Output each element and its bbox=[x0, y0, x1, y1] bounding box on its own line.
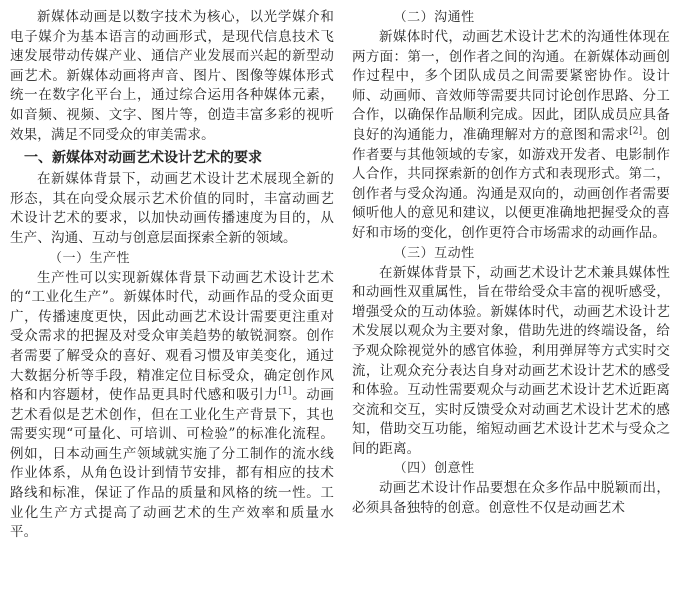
section-heading: 一、新媒体对动画艺术设计艺术的要求 bbox=[24, 150, 262, 167]
citation-2: [2] bbox=[629, 126, 643, 137]
citation-1: [1] bbox=[278, 386, 292, 397]
production-text-b: 。动画艺术看似是艺术创作，但在工业化生产背景下，其也需要实现“可量化、可培训、可检验”的标准化流程。例如，日本动画生产领域就实施了分工制作的流水线作业体系，从角色设计到情节安排，都有相应的技术路线和标准，保证了作品的质量和风格的统一性。工业化生产方式提高了动画艺术的生产效率和质量水平。 bbox=[10, 387, 334, 541]
subheading-communication: （二）沟通性 bbox=[393, 10, 475, 25]
interaction-paragraph: 在新媒体背景下，动画艺术设计艺术兼具媒体性和动画性双重属性，旨在带给受众丰富的视听感受，增强受众的互动体验。新媒体时代，动画艺术设计艺术发展以观众为主要对象，借助先进的终端设备，给予观众除视觉外的感官体验，利用弹屏等方式实时交流，让观众充分表达自身对动画艺术设计艺术的感受和体验。互动性需要观众与动画艺术设计艺术近距离交流和交互，实时反馈受众对动画艺术设计艺术的感知，借助交互功能，缩短动画艺术设计艺术与受众之间的距离。 bbox=[352, 264, 670, 457]
subheading-creativity: （四）创意性 bbox=[393, 461, 475, 477]
right-column bbox=[352, 8, 670, 519]
subheading-interaction: （三）互动性 bbox=[393, 245, 475, 261]
subheading-production: （一）生产性 bbox=[49, 250, 131, 266]
left-column bbox=[10, 8, 334, 543]
creativity-paragraph: 动画艺术设计作品要想在众多作品中脱颖而出，必须具备独特的创意。创意性不仅是动画艺术 bbox=[352, 480, 670, 517]
production-paragraph bbox=[10, 269, 334, 543]
communication-text-b: 。创作者要与其他领域的专家，如游戏开发者、电影制作人合作，共同探索新的创作方式和表现形式。第二，创作者与受众沟通。沟通是双向的，动画创作者需要倾听他人的意见和建议，以便更准确地把握受众的喜好和市场的变化，创作更符合市场需求的动画作品。 bbox=[352, 126, 670, 241]
section-paragraph: 在新媒体背景下，动画艺术设计艺术展现全新的形态，其在向受众展示艺术价值的同时，丰富动画艺术设计艺术的要求，以加快动画传播速度为目的，从生产、沟通、互动与创意层面探索全新的领域。 bbox=[10, 171, 334, 246]
communication-text-a: 新媒体时代，动画艺术设计艺术的沟通性体现在两方面：第一，创作者之间的沟通。在新媒体动画创作过程中，多个团队成员之间需要紧密协作。设计师、动画师、音效师等需要共同讨论创作思路、分工合作，以确保作品顺利完成。因此，团队成员应具备良好的沟通能力，准确理解对方的意图和需求 bbox=[352, 29, 670, 143]
production-text-a: 生产性可以实现新媒体背景下动画艺术设计艺术的“工业化生产”。新媒体时代，动画作品的受众面更广，传播速度更快，因此动画艺术设计需要更注重对受众需求的把握及对受众审美趋势的敏锐洞察。创作者需要了解受众的喜好、观看习惯及审美变化，通过大数据分析等手段，精准定位目标受众，确定创作风格和内容题材，使作品更具时代感和吸引力 bbox=[10, 269, 334, 404]
intro-paragraph: 新媒体动画是以数字技术为核心，以光学媒介和电子媒介为基本语言的动画形式，是现代信息技术飞速发展带动传媒产业、通信产业发展而兴起的新型动画艺术。新媒体动画将声音、图片、图像等媒体形式统一在数字化平台上，通过综合运用各种媒体元素，如音频、视频、文字、图片等，创造丰富多彩的视听效果，满足不同受众的审美需求。 bbox=[10, 9, 334, 143]
communication-paragraph bbox=[352, 28, 670, 244]
